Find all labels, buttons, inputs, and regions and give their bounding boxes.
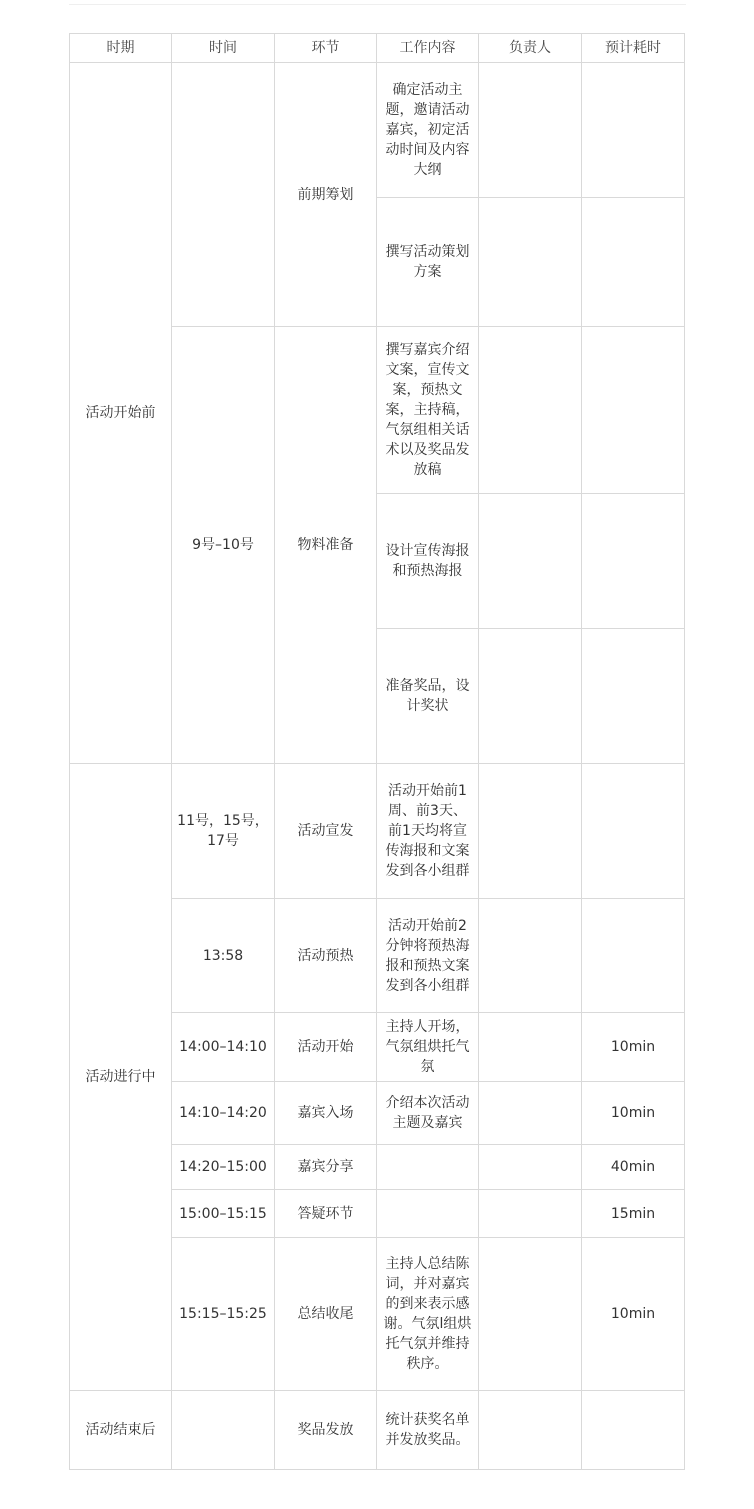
content-cell: 统计获奖名单并发放奖品。 (377, 1391, 479, 1470)
owner-cell (479, 629, 582, 764)
stage-cell: 活动宣发 (275, 764, 377, 899)
duration-cell: 10min (582, 1013, 685, 1082)
content-cell (377, 1190, 479, 1238)
duration-cell (582, 494, 685, 629)
owner-cell (479, 1190, 582, 1238)
stage-cell: 嘉宾入场 (275, 1082, 377, 1145)
stage-cell: 活动开始 (275, 1013, 377, 1082)
content-cell: 撰写活动策划方案 (377, 198, 479, 327)
table-row (70, 764, 685, 899)
time-cell: 14:00–14:10 (172, 1013, 275, 1082)
stage-cell: 活动预热 (275, 899, 377, 1013)
time-cell (172, 1391, 275, 1470)
duration-cell: 10min (582, 1238, 685, 1391)
duration-cell (582, 63, 685, 198)
phase-during-cell: 活动进行中 (70, 764, 172, 1391)
owner-cell (479, 1145, 582, 1190)
owner-cell (479, 1082, 582, 1145)
time-cell: 11号，15号，17号 (172, 764, 275, 899)
header-row (70, 34, 685, 63)
top-divider (69, 4, 686, 5)
owner-cell (479, 198, 582, 327)
stage-cell: 答疑环节 (275, 1190, 377, 1238)
owner-cell (479, 899, 582, 1013)
header-owner: 负责人 (479, 34, 582, 63)
content-cell: 主持人开场，气氛组烘托气氛 (377, 1013, 479, 1082)
time-cell: 14:10–14:20 (172, 1082, 275, 1145)
duration-cell (582, 629, 685, 764)
content-cell: 确定活动主题，邀请活动嘉宾，初定活动时间及内容大纲 (377, 63, 479, 198)
content-cell: 撰写嘉宾介绍文案，宣传文案，预热文案，主持稿，气氛组相关话术以及奖品发放稿 (377, 327, 479, 494)
owner-cell (479, 327, 582, 494)
time-cell: 14:20–15:00 (172, 1145, 275, 1190)
duration-cell: 40min (582, 1145, 685, 1190)
time-cell: 15:15–15:25 (172, 1238, 275, 1391)
duration-cell (582, 764, 685, 899)
header-time: 时间 (172, 34, 275, 63)
content-cell: 活动开始前2分钟将预热海报和预热文案发到各小组群 (377, 899, 479, 1013)
time-cell: 9号–10号 (172, 327, 275, 764)
owner-cell (479, 764, 582, 899)
owner-cell (479, 63, 582, 198)
duration-cell (582, 327, 685, 494)
header-duration: 预计耗时 (582, 34, 685, 63)
time-cell (172, 63, 275, 327)
duration-cell (582, 899, 685, 1013)
phase-after-cell: 活动结束后 (70, 1391, 172, 1470)
content-cell: 活动开始前1周、前3天、前1天均将宣传海报和文案发到各小组群 (377, 764, 479, 899)
time-cell: 13:58 (172, 899, 275, 1013)
duration-cell (582, 198, 685, 327)
content-cell (377, 1145, 479, 1190)
duration-cell (582, 1391, 685, 1470)
stage-cell: 奖品发放 (275, 1391, 377, 1470)
stage-cell: 总结收尾 (275, 1238, 377, 1391)
duration-cell: 10min (582, 1082, 685, 1145)
content-cell: 介绍本次活动主题及嘉宾 (377, 1082, 479, 1145)
header-content: 工作内容 (377, 34, 479, 63)
stage-cell: 前期筹划 (275, 63, 377, 327)
stage-cell: 嘉宾分享 (275, 1145, 377, 1190)
owner-cell (479, 494, 582, 629)
owner-cell (479, 1391, 582, 1470)
header-stage: 环节 (275, 34, 377, 63)
time-cell: 15:00–15:15 (172, 1190, 275, 1238)
duration-cell: 15min (582, 1190, 685, 1238)
owner-cell (479, 1238, 582, 1391)
stage-cell: 物料准备 (275, 327, 377, 764)
owner-cell (479, 1013, 582, 1082)
content-cell: 准备奖品，设计奖状 (377, 629, 479, 764)
table-row (70, 63, 685, 198)
table-row (70, 1391, 685, 1470)
header-period: 时期 (70, 34, 172, 63)
content-cell: 主持人总结陈词，并对嘉宾的到来表示感谢。气氛l组烘托气氛并维持秩序。 (377, 1238, 479, 1391)
content-cell: 设计宣传海报和预热海报 (377, 494, 479, 629)
activity-schedule-table (69, 33, 685, 1470)
phase-before-cell: 活动开始前 (70, 63, 172, 764)
